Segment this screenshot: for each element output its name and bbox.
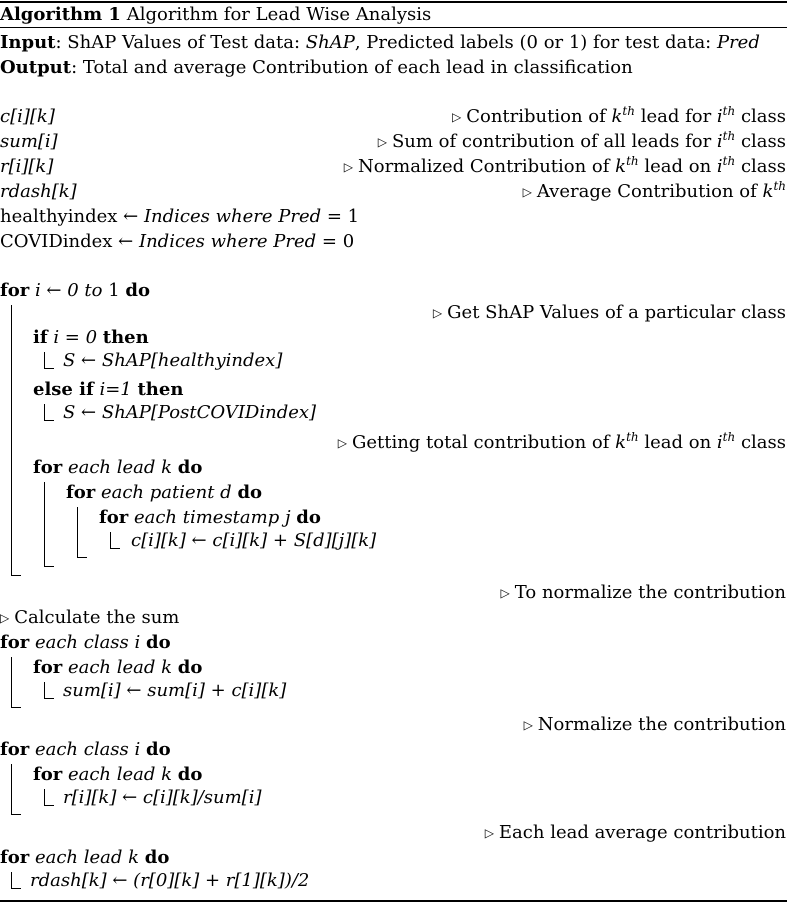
comment-triangle-icon: ▷ <box>451 110 462 124</box>
assign-normalized: r[i][k] ← c[i][k]/sum[i] <box>63 787 262 808</box>
comment-calc-sum: ▷ Calculate the sum <box>0 607 180 628</box>
block-bar <box>11 305 12 575</box>
block-bar <box>44 404 45 420</box>
block-bar-end <box>44 698 54 699</box>
comment-triangle-icon: ▷ <box>337 436 347 450</box>
comment-triangle-icon: ▷ <box>0 611 10 625</box>
algorithm-title <box>0 4 431 26</box>
block-bar-end <box>11 888 21 889</box>
block-bar-end <box>110 548 120 549</box>
elseif-line: else if i=1 then <box>33 379 184 400</box>
assign-postcovid: S ← ShAP[PostCOVIDindex] <box>63 402 317 423</box>
bottom-rule <box>0 900 787 902</box>
decl-sum-comment: ▷ Sum of contribution of all leads for $i^{th}$ class <box>377 129 786 152</box>
header-rule <box>0 27 787 28</box>
block-bar-end <box>11 707 21 708</box>
comment-triangle-icon: ▷ <box>523 718 533 732</box>
assign-contribution: c[i][k] ← c[i][k] + S[d][j][k] <box>131 530 377 551</box>
block-bar <box>11 764 12 814</box>
comment-total-contribution: ▷ Getting total contribution of $k^{th}$ lead on $i^{th}$ class <box>337 430 786 453</box>
comment-triangle-icon: ▷ <box>500 586 510 600</box>
decl-c-comment: ▷ Contribution of $k^{th}$ lead for $i^{th}$ class <box>451 104 786 127</box>
for-lead-norm-line: for each lead k do <box>33 764 203 785</box>
comment-average: ▷ Each lead average contribution <box>484 822 786 843</box>
decl-rdash: rdash[k] <box>0 181 77 202</box>
block-bar <box>44 789 45 805</box>
block-bar-end <box>44 368 54 369</box>
assign-rdash: rdash[k] ← (r[0][k] + r[1][k])/2 <box>30 870 310 891</box>
for-class-norm-line: for each class i do <box>0 739 171 760</box>
assign-healthy: S ← ShAP[healthyindex] <box>63 350 283 371</box>
comment-normalize-contribution: ▷ Normalize the contribution <box>523 714 786 735</box>
comment-normalize: ▷ To normalize the contribution <box>500 582 786 603</box>
input-line: Input: ShAP Values of Test data: ShAP, Predicted labels (0 or 1) for test data: Pred <box>0 32 760 53</box>
if-line: if i = 0 then <box>33 327 149 348</box>
decl-r-comment: ▷ Normalized Contribution of $k^{th}$ lead on $i^{th}$ class <box>343 154 786 177</box>
decl-sum: sum[i] <box>0 131 58 152</box>
decl-c: c[i][k] <box>0 106 55 127</box>
block-bar <box>11 872 12 888</box>
block-bar-end <box>11 575 21 576</box>
for-lead-avg-line: for each lead k do <box>0 847 170 868</box>
block-bar-end <box>44 805 54 806</box>
comment-triangle-icon: ▷ <box>522 185 532 199</box>
output-line: Output: Total and average Contribution of each lead in classification <box>0 57 633 78</box>
block-bar <box>77 507 78 557</box>
decl-covid: COVIDindex ← Indices where Pred = 0 <box>0 231 355 252</box>
decl-healthy: healthyindex ← Indices where Pred = 1 <box>0 206 360 227</box>
for-patient-line: for each patient d do <box>66 482 263 503</box>
block-bar <box>11 657 12 707</box>
block-bar <box>110 532 111 548</box>
for-lead-line: for each lead k do <box>33 457 203 478</box>
block-bar <box>44 482 45 566</box>
comment-get-shap: ▷ Get ShAP Values of a particular class <box>432 302 786 323</box>
block-bar <box>44 682 45 698</box>
for-timestamp-line: for each timestamp j do <box>99 507 321 528</box>
block-bar <box>44 352 45 368</box>
assign-sum: sum[i] ← sum[i] + c[i][k] <box>63 680 287 701</box>
comment-triangle-icon: ▷ <box>432 306 443 320</box>
decl-rdash-comment: ▷ Average Contribution of $k^{th}$ <box>522 179 786 202</box>
algorithm-name: Algorithm for Lead Wise Analysis <box>126 4 432 25</box>
top-rule <box>0 1 787 3</box>
block-bar-end <box>11 814 21 815</box>
block-bar-end <box>44 566 54 567</box>
comment-triangle-icon: ▷ <box>377 135 387 149</box>
for-i-line: for i ← 0 to 1 do <box>0 280 150 301</box>
block-bar-end <box>44 420 54 421</box>
comment-triangle-icon: ▷ <box>343 160 353 174</box>
comment-triangle-icon: ▷ <box>484 826 494 840</box>
block-bar-end <box>77 557 87 558</box>
decl-r: r[i][k] <box>0 156 54 177</box>
algorithm-label: Algorithm 1 <box>0 4 121 25</box>
for-class-line: for each class i do <box>0 632 171 653</box>
for-lead-sum-line: for each lead k do <box>33 657 203 678</box>
